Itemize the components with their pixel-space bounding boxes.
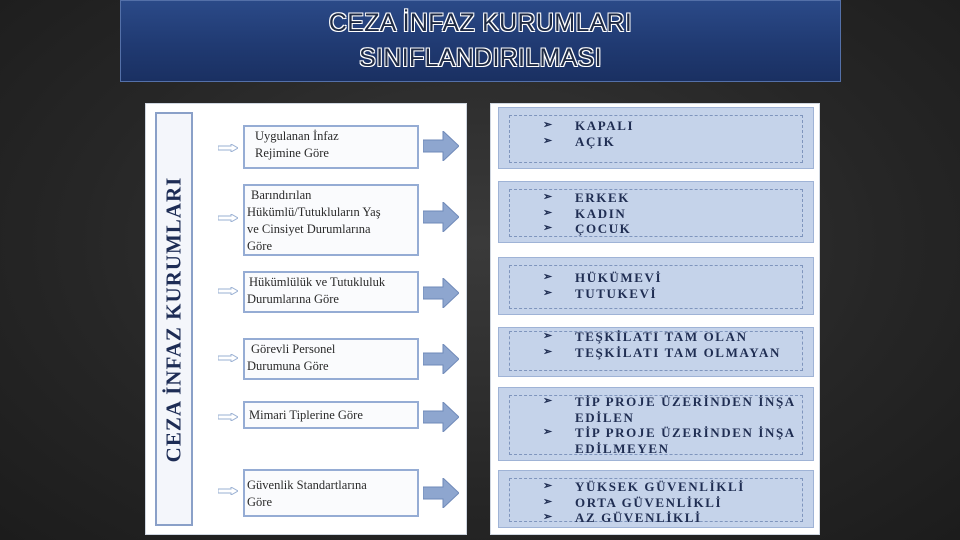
arrowhead-bullet-icon: ➢ (543, 271, 553, 283)
option-item (543, 134, 799, 150)
arrowhead-bullet-icon: ➢ (543, 511, 553, 523)
category-line: ve Cinsiyet Durumlarına (247, 222, 371, 236)
small-arrow-icon (218, 354, 238, 362)
category-line: Görevli Personel (251, 342, 336, 356)
option-item (543, 345, 799, 361)
arrowhead-bullet-icon: ➢ (543, 330, 553, 342)
option-item (543, 479, 799, 495)
option-item (543, 394, 799, 425)
right-arrow-icon (423, 402, 459, 432)
category-line: Rejimine Göre (255, 146, 329, 160)
option-item (543, 425, 799, 456)
option-box-personel (498, 327, 814, 377)
category-box-guvenlik (243, 469, 419, 517)
arrowhead-bullet-icon: ➢ (543, 395, 553, 407)
category-line: Göre (247, 239, 272, 253)
category-panel (145, 103, 467, 535)
right-arrow-icon (423, 202, 459, 232)
option-item (543, 118, 799, 134)
right-arrow-icon (423, 278, 459, 308)
option-item (543, 270, 799, 286)
small-arrow-icon (218, 287, 238, 295)
category-line: Mimari Tiplerine Göre (249, 408, 363, 422)
option-label: ÇOCUK (575, 221, 632, 236)
option-label: AZ GÜVENLİKLİ (575, 510, 702, 525)
category-line: Hükümlülük ve Tutukluluk (249, 275, 386, 289)
right-arrow-icon (423, 344, 459, 374)
options-panel (490, 103, 820, 535)
small-arrow-icon (218, 144, 238, 152)
title-banner (120, 0, 841, 82)
arrowhead-bullet-icon: ➢ (543, 286, 553, 299)
right-arrow-icon (423, 478, 459, 508)
option-label: TİP PROJE ÜZERİNDEN İNŞA EDİLEN (575, 394, 796, 425)
arrowhead-bullet-icon: ➢ (543, 134, 553, 147)
option-item (543, 329, 799, 345)
option-label: ERKEK (575, 190, 630, 205)
option-item (543, 510, 799, 526)
arrowhead-bullet-icon: ➢ (543, 426, 553, 438)
category-line: Durumlarına Göre (247, 292, 339, 306)
option-label: TEŞKİLATI TAM OLMAYAN (575, 344, 782, 360)
arrowhead-bullet-icon: ➢ (543, 119, 553, 131)
small-arrow-icon (218, 487, 238, 495)
arrowhead-bullet-icon: ➢ (543, 206, 553, 219)
category-line: Göre (247, 495, 272, 509)
option-item (543, 286, 799, 302)
option-item (543, 221, 799, 237)
arrowhead-bullet-icon: ➢ (543, 480, 553, 492)
option-label: ORTA GÜVENLİKLİ (575, 494, 723, 510)
category-box-yas-cinsiyet (243, 184, 419, 256)
category-box-hukumluluk (243, 271, 419, 313)
option-box-infaz-rejimi (498, 107, 814, 169)
category-line: Durumuna Göre (247, 359, 329, 373)
option-item (543, 190, 799, 206)
category-line: Hükümlü/Tutukluların Yaş (247, 205, 381, 219)
option-box-mimari (498, 387, 814, 461)
title-line-1: CEZA İNFAZ KURUMLARI (328, 9, 633, 37)
vertical-label: CEZA İNFAZ KURUMLARI (161, 176, 186, 462)
option-box-hukumluluk (498, 257, 814, 315)
option-label: KAPALI (575, 118, 635, 133)
option-label: TEŞKİLATI TAM OLAN (575, 329, 748, 344)
option-item (543, 495, 799, 511)
category-box-infaz-rejimi (243, 125, 419, 169)
small-arrow-icon (218, 214, 238, 222)
arrowhead-bullet-icon: ➢ (543, 191, 553, 203)
arrowhead-bullet-icon: ➢ (543, 222, 553, 234)
category-box-mimari (243, 401, 419, 429)
option-label: YÜKSEK GÜVENLİKLİ (575, 479, 745, 494)
option-box-guvenlik (498, 470, 814, 528)
option-label: TUTUKEVİ (575, 285, 658, 301)
category-line: Barındırılan (251, 188, 312, 202)
small-arrow-icon (218, 413, 238, 421)
option-label: HÜKÜMEVİ (575, 270, 663, 285)
category-box-personel (243, 338, 419, 380)
option-item (543, 206, 799, 222)
option-label: TİP PROJE ÜZERİNDEN İNŞA EDİLMEYEN (575, 425, 796, 456)
vertical-label-box (155, 112, 193, 526)
right-arrow-icon (423, 131, 459, 161)
option-box-yas-cinsiyet (498, 181, 814, 243)
category-line: Güvenlik Standartlarına (247, 478, 367, 492)
option-label: AÇIK (575, 133, 616, 149)
arrowhead-bullet-icon: ➢ (543, 495, 553, 508)
category-line: Uygulanan İnfaz (255, 129, 339, 143)
arrowhead-bullet-icon: ➢ (543, 345, 553, 358)
option-label: KADIN (575, 205, 627, 221)
title-line-2: SINIFLANDIRILMASI (359, 44, 602, 72)
